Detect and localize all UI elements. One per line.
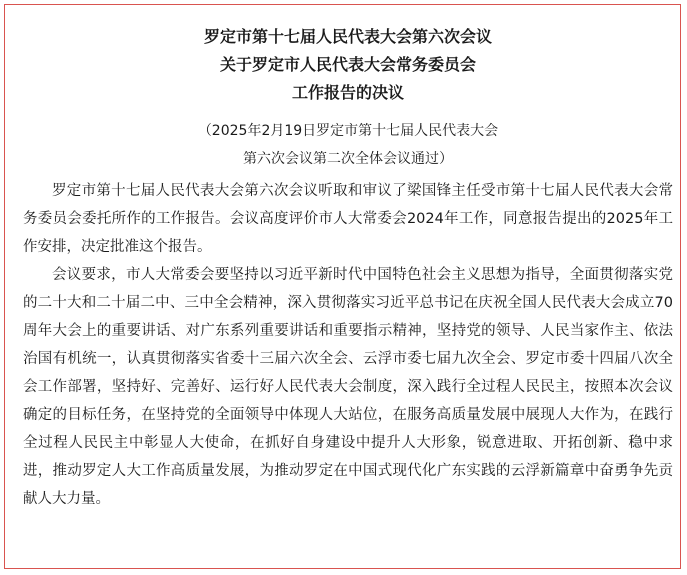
document-frame: [4, 4, 681, 569]
title-line-1: 罗定市第十七届人民代表大会第六次会议: [203, 27, 492, 46]
document-title: [23, 23, 673, 107]
document-body: [23, 177, 673, 513]
title-line-3: 工作报告的决议: [291, 83, 404, 102]
paragraph-2: 会议要求，市人大常委会要坚持以习近平新时代中国特色社会主义思想为指导，全面贯彻落实党的二十大和二十届二中、三中全会精神，深入贯彻落实习近平总书记在庆祝全国人民代表大会成立70周年大会上的重要讲话、对广东系列重要讲话和重要指示精神，坚持党的领导、人民当家作主、依法治国有机统一，认真贯彻落实省委十三届六次全会、云浮市委七届九次全会、罗定市委十四届八次全会工作部署，坚持好、完善好、运行好人民代表大会制度，深入践行全过程人民民主，按照本次会议确定的目标任务，在坚持党的全面领导中体现人大站位，在服务高质量发展中展现人大作为，在践行全过程人民民主中彰显人大使命，在抓好自身建设中提升人大形象，锐意进取、开拓创新、稳中求进，推动罗定人大工作高质量发展，为推动罗定在中国式现代化广东实践的云浮新篇章中奋勇争先贡献人大力量。: [23, 267, 673, 507]
adoption-note: [23, 117, 673, 173]
document-content: [23, 23, 673, 513]
adoption-note-line-2: 第六次会议第二次全体会议通过）: [243, 151, 453, 167]
adoption-note-line-1: （2025年2月19日罗定市第十七届人民代表大会: [197, 123, 499, 139]
paragraph-1: 罗定市第十七届人民代表大会第六次会议听取和审议了梁国锋主任受市第十七届人民代表大会常务委员会委托所作的工作报告。会议高度评价市人大常委会2024年工作，同意报告提出的2025年工作安排，决定批准这个报告。: [23, 183, 673, 255]
title-line-2: 关于罗定市人民代表大会常务委员会: [219, 55, 476, 74]
